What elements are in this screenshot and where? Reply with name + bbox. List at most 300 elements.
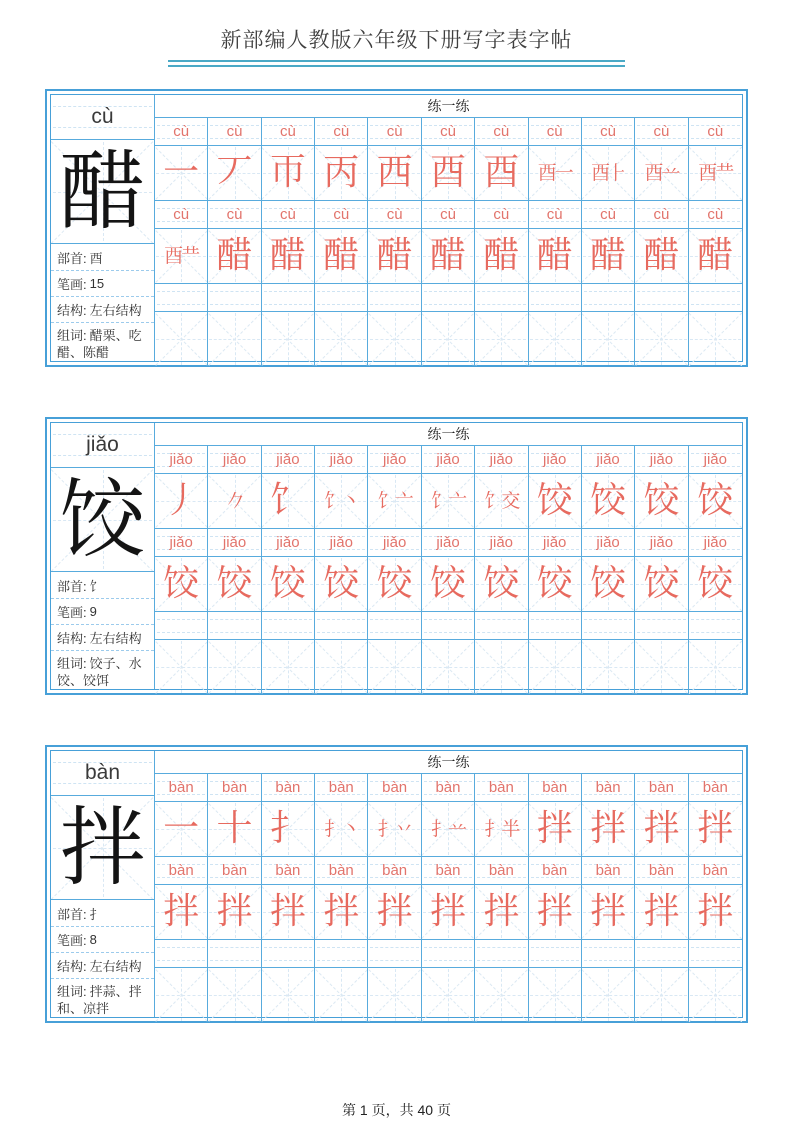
practice-pinyin-cell bbox=[475, 857, 528, 884]
practice-pinyin-cell bbox=[529, 857, 582, 884]
practice-stroke-glyph: 拌 bbox=[163, 891, 200, 932]
radical-row bbox=[51, 900, 154, 926]
practice-pinyin-text: bàn bbox=[702, 862, 728, 879]
practice-pinyin-cell bbox=[368, 529, 421, 556]
practice-pinyin-text: jiǎo bbox=[222, 534, 247, 551]
practice-pinyin-cell bbox=[689, 529, 742, 556]
radical-value: 饣 bbox=[89, 578, 103, 594]
practice-pinyin-cell bbox=[635, 201, 688, 228]
practice-char-cell bbox=[635, 229, 688, 283]
practice-stroke-glyph: 饣亠 bbox=[430, 489, 465, 512]
structure-row bbox=[51, 624, 154, 650]
practice-pinyin-cell bbox=[368, 201, 421, 228]
pinyin-guide-line bbox=[210, 947, 258, 948]
practice-stroke-glyph: 十 bbox=[216, 808, 253, 849]
words-label: 组词: bbox=[57, 656, 87, 671]
practice-row-chars bbox=[155, 802, 742, 857]
strokes-label: 笔画: bbox=[57, 277, 87, 292]
words-value: 醋栗、吃醋、陈醋 bbox=[57, 328, 142, 360]
pinyin-guide-line bbox=[317, 291, 365, 292]
practice-pinyin-cell bbox=[262, 529, 315, 556]
practice-char-cell bbox=[208, 802, 261, 856]
practice-pinyin-text: jiǎo bbox=[382, 534, 407, 551]
pinyin-guide-line bbox=[424, 619, 472, 620]
practice-pinyin-cell bbox=[368, 284, 421, 311]
practice-pinyin-cell bbox=[475, 774, 528, 801]
practice-pinyin-cell bbox=[262, 284, 315, 311]
practice-stroke-glyph: 拌 bbox=[216, 891, 253, 932]
strokes-row bbox=[51, 270, 154, 296]
pinyin-guide-line bbox=[264, 291, 312, 292]
practice-char-cell bbox=[208, 640, 261, 694]
practice-pinyin-text: cù bbox=[279, 206, 296, 223]
practice-char-cell bbox=[529, 802, 582, 856]
structure-label: 结构: bbox=[57, 959, 87, 974]
practice-char-cell bbox=[208, 885, 261, 939]
strokes-row bbox=[51, 598, 154, 624]
practice-stroke-glyph: 丆 bbox=[216, 152, 253, 193]
practice-char-cell bbox=[475, 557, 528, 611]
card-jiao-left-column bbox=[51, 423, 155, 689]
practice-char-cell bbox=[422, 557, 475, 611]
pinyin-guide-line bbox=[584, 632, 632, 633]
practice-pinyin-text: cù bbox=[440, 206, 456, 223]
practice-row-chars bbox=[155, 968, 742, 1022]
practice-pinyin-cell bbox=[635, 118, 688, 145]
practice-pinyin-text: cù bbox=[386, 123, 403, 140]
practice-pinyin-cell bbox=[689, 774, 742, 801]
pinyin-guide-line bbox=[531, 632, 579, 633]
practice-stroke-glyph: 拌 bbox=[643, 891, 680, 932]
practice-stroke-glyph: 拌 bbox=[590, 808, 627, 849]
practice-char-cell bbox=[208, 146, 261, 200]
practice-char-cell bbox=[368, 229, 421, 283]
practice-row-chars bbox=[155, 640, 742, 694]
practice-char-cell bbox=[155, 885, 208, 939]
strokes-label: 笔画: bbox=[57, 933, 87, 948]
practice-pinyin-text: cù bbox=[546, 206, 563, 223]
practice-stroke-glyph: 酉䒑 bbox=[644, 161, 679, 184]
practice-pinyin-text: bàn bbox=[328, 862, 354, 879]
practice-char-cell bbox=[368, 802, 421, 856]
practice-header: 练一练 bbox=[155, 423, 742, 446]
pinyin-guide-line bbox=[691, 291, 740, 292]
pinyin-guide-line bbox=[691, 947, 740, 948]
practice-pinyin-cell bbox=[155, 529, 208, 556]
practice-char-cell bbox=[689, 312, 742, 366]
practice-stroke-glyph: 酉⺊ bbox=[591, 161, 626, 184]
pinyin-guide-line bbox=[317, 304, 365, 305]
practice-pinyin-text: bàn bbox=[222, 779, 248, 796]
pinyin-guide-line bbox=[424, 304, 472, 305]
practice-pinyin-text: jiǎo bbox=[489, 451, 514, 468]
practice-pinyin-text: cù bbox=[226, 123, 243, 140]
practice-row-pinyin bbox=[155, 612, 742, 640]
structure-label: 结构: bbox=[57, 303, 87, 318]
main-character-box bbox=[51, 468, 154, 572]
practice-pinyin-text: bàn bbox=[648, 779, 674, 796]
radical-label: 部首: bbox=[57, 906, 87, 922]
pinyin-guide-line bbox=[157, 619, 205, 620]
practice-pinyin-cell bbox=[475, 940, 528, 967]
practice-pinyin-cell bbox=[208, 201, 261, 228]
practice-pinyin-cell bbox=[155, 446, 208, 473]
practice-stroke-glyph: 饣丶 bbox=[324, 489, 359, 512]
practice-pinyin-text: jiǎo bbox=[276, 534, 300, 551]
practice-char-cell bbox=[155, 640, 208, 694]
practice-pinyin-cell bbox=[582, 529, 635, 556]
practice-pinyin-cell bbox=[208, 774, 261, 801]
practice-pinyin-text: cù bbox=[493, 123, 510, 140]
practice-char-cell bbox=[689, 229, 742, 283]
practice-pinyin-cell bbox=[689, 446, 742, 473]
practice-area bbox=[155, 423, 742, 689]
practice-char-cell bbox=[635, 968, 688, 1022]
practice-pinyin-cell bbox=[689, 284, 742, 311]
practice-row-chars bbox=[155, 312, 742, 366]
practice-pinyin-text: jiǎo bbox=[649, 451, 674, 468]
practice-char-cell bbox=[582, 885, 635, 939]
pinyin-guide-line bbox=[477, 960, 525, 961]
practice-pinyin-text: bàn bbox=[382, 779, 408, 796]
practice-pinyin-cell bbox=[529, 446, 582, 473]
practice-pinyin-cell bbox=[422, 446, 475, 473]
pinyin-guide-line bbox=[157, 947, 205, 948]
practice-char-cell bbox=[475, 146, 528, 200]
practice-char-cell bbox=[368, 968, 421, 1022]
practice-pinyin-cell bbox=[529, 284, 582, 311]
practice-char-cell bbox=[475, 640, 528, 694]
practice-pinyin-cell bbox=[208, 118, 261, 145]
practice-stroke-glyph: 饺 bbox=[590, 480, 627, 521]
pinyin-guide-line bbox=[210, 632, 258, 633]
pinyin-guide-line bbox=[264, 960, 312, 961]
practice-pinyin-cell bbox=[689, 118, 742, 145]
practice-stroke-glyph: 扌 bbox=[269, 808, 306, 849]
practice-pinyin-cell bbox=[582, 201, 635, 228]
words-value: 饺子、水饺、饺饵 bbox=[57, 656, 142, 688]
practice-pinyin-text: bàn bbox=[275, 862, 301, 879]
practice-char-cell bbox=[262, 229, 315, 283]
main-character: 饺 bbox=[59, 469, 146, 570]
practice-pinyin-cell bbox=[475, 284, 528, 311]
practice-stroke-glyph: 𠂊 bbox=[226, 489, 244, 512]
practice-pinyin-text: bàn bbox=[168, 779, 194, 796]
practice-char-cell bbox=[155, 312, 208, 366]
practice-stroke-glyph: 拌 bbox=[536, 891, 573, 932]
practice-char-cell bbox=[422, 474, 475, 528]
practice-pinyin-text: jiǎo bbox=[543, 534, 567, 551]
pinyin-guide-line bbox=[424, 632, 472, 633]
pinyin-guide-line bbox=[210, 619, 258, 620]
practice-pinyin-text: cù bbox=[440, 123, 456, 140]
practice-char-cell bbox=[475, 968, 528, 1022]
practice-char-cell bbox=[155, 557, 208, 611]
practice-stroke-glyph: 饺 bbox=[216, 563, 253, 604]
radical-row bbox=[51, 572, 154, 598]
practice-pinyin-cell bbox=[155, 284, 208, 311]
practice-stroke-glyph: 饺 bbox=[590, 563, 627, 604]
pinyin-guide-line bbox=[370, 619, 418, 620]
practice-pinyin-text: cù bbox=[707, 206, 724, 223]
practice-char-cell bbox=[475, 229, 528, 283]
practice-pinyin-cell bbox=[315, 612, 368, 639]
practice-pinyin-cell bbox=[582, 284, 635, 311]
practice-pinyin-cell bbox=[262, 612, 315, 639]
practice-char-cell bbox=[208, 312, 261, 366]
practice-pinyin-text: bàn bbox=[542, 779, 568, 796]
practice-stroke-glyph: 帀 bbox=[269, 152, 306, 193]
practice-char-cell bbox=[208, 474, 261, 528]
practice-char-cell bbox=[635, 146, 688, 200]
practice-char-cell bbox=[475, 474, 528, 528]
practice-stroke-glyph: 拌 bbox=[697, 808, 734, 849]
words-row bbox=[51, 322, 154, 361]
practice-char-cell bbox=[422, 229, 475, 283]
practice-pinyin-cell bbox=[475, 529, 528, 556]
practice-pinyin-text: jiǎo bbox=[329, 451, 353, 468]
practice-pinyin-text: jiǎo bbox=[489, 534, 514, 551]
main-character-box bbox=[51, 796, 154, 900]
practice-row-pinyin bbox=[155, 446, 742, 474]
practice-pinyin-cell bbox=[422, 774, 475, 801]
practice-stroke-glyph: 饺 bbox=[643, 480, 680, 521]
practice-pinyin-text: cù bbox=[546, 123, 563, 140]
pinyin-guide-line bbox=[531, 960, 579, 961]
practice-pinyin-cell bbox=[582, 612, 635, 639]
pinyin-box bbox=[51, 423, 154, 468]
practice-char-cell bbox=[422, 885, 475, 939]
structure-row bbox=[51, 952, 154, 978]
practice-char-cell bbox=[582, 229, 635, 283]
practice-char-cell bbox=[529, 640, 582, 694]
practice-pinyin-cell bbox=[689, 940, 742, 967]
practice-pinyin-text: jiǎo bbox=[543, 451, 567, 468]
practice-pinyin-cell bbox=[368, 118, 421, 145]
pinyin-guide-line bbox=[370, 291, 418, 292]
practice-char-cell bbox=[422, 146, 475, 200]
practice-pinyin-cell bbox=[422, 857, 475, 884]
practice-pinyin-cell bbox=[635, 446, 688, 473]
practice-pinyin-cell bbox=[582, 446, 635, 473]
practice-area bbox=[155, 751, 742, 1017]
pinyin-guide-line bbox=[424, 291, 472, 292]
practice-stroke-glyph: 酉 bbox=[483, 152, 520, 193]
practice-char-cell bbox=[262, 885, 315, 939]
pinyin-guide-line bbox=[157, 632, 205, 633]
practice-char-cell bbox=[155, 146, 208, 200]
practice-row-chars bbox=[155, 474, 742, 529]
practice-stroke-glyph: 饣亠 bbox=[377, 489, 412, 512]
practice-char-cell bbox=[422, 802, 475, 856]
practice-stroke-glyph: 酉 bbox=[429, 152, 466, 193]
practice-char-cell bbox=[262, 968, 315, 1022]
pinyin-guide-line bbox=[370, 632, 418, 633]
pinyin-guide-line bbox=[210, 304, 258, 305]
pinyin-guide-line bbox=[264, 947, 312, 948]
practice-pinyin-text: cù bbox=[226, 206, 243, 223]
practice-pinyin-text: jiǎo bbox=[329, 534, 353, 551]
practice-pinyin-cell bbox=[529, 612, 582, 639]
practice-pinyin-cell bbox=[475, 446, 528, 473]
practice-stroke-glyph: 饺 bbox=[323, 563, 360, 604]
practice-char-cell bbox=[689, 968, 742, 1022]
pinyin-guide-line bbox=[370, 947, 418, 948]
practice-pinyin-cell bbox=[208, 529, 261, 556]
pinyin-guide-line bbox=[637, 947, 685, 948]
pinyin-guide-line bbox=[424, 960, 472, 961]
practice-stroke-glyph: 丙 bbox=[323, 152, 360, 193]
practice-char-cell bbox=[529, 885, 582, 939]
practice-stroke-glyph: 饺 bbox=[483, 563, 520, 604]
practice-stroke-glyph: 一 bbox=[163, 808, 200, 849]
practice-pinyin-cell bbox=[262, 201, 315, 228]
practice-char-cell bbox=[155, 802, 208, 856]
practice-stroke-glyph: 醋 bbox=[376, 235, 413, 276]
card-cu-left-column bbox=[51, 95, 155, 361]
practice-char-cell bbox=[582, 312, 635, 366]
practice-pinyin-text: jiǎo bbox=[222, 451, 247, 468]
practice-stroke-glyph: 醋 bbox=[323, 235, 360, 276]
practice-stroke-glyph: 丿 bbox=[163, 480, 200, 521]
pinyin-guide-line bbox=[637, 632, 685, 633]
practice-pinyin-text: bàn bbox=[328, 779, 354, 796]
practice-pinyin-cell bbox=[208, 284, 261, 311]
radical-value: 酉 bbox=[89, 250, 103, 266]
practice-header: 练一练 bbox=[155, 95, 742, 118]
words-label: 组词: bbox=[57, 984, 87, 999]
practice-stroke-glyph: 饺 bbox=[536, 480, 573, 521]
practice-stroke-glyph: 拌 bbox=[590, 891, 627, 932]
main-character: 醋 bbox=[59, 141, 146, 242]
practice-char-cell bbox=[315, 802, 368, 856]
practice-pinyin-cell bbox=[635, 284, 688, 311]
pinyin-guide-line bbox=[210, 291, 258, 292]
practice-char-cell bbox=[475, 802, 528, 856]
pinyin-guide-line bbox=[370, 960, 418, 961]
practice-pinyin-text: jiǎo bbox=[596, 534, 620, 551]
practice-pinyin-text: jiǎo bbox=[382, 451, 407, 468]
pinyin-guide-line bbox=[637, 304, 685, 305]
practice-pinyin-text: bàn bbox=[648, 862, 674, 879]
practice-pinyin-text: jiǎo bbox=[436, 451, 460, 468]
card-cu-inner bbox=[50, 94, 743, 362]
practice-pinyin-cell bbox=[208, 940, 261, 967]
practice-pinyin-text: cù bbox=[600, 206, 616, 223]
practice-pinyin-cell bbox=[422, 284, 475, 311]
practice-stroke-glyph: 拌 bbox=[697, 891, 734, 932]
practice-stroke-glyph: 拌 bbox=[429, 891, 466, 932]
practice-char-cell bbox=[155, 968, 208, 1022]
practice-char-cell bbox=[635, 474, 688, 528]
practice-pinyin-text: bàn bbox=[488, 779, 514, 796]
pinyin-label: jiǎo bbox=[86, 433, 119, 456]
words-row bbox=[51, 978, 154, 1017]
practice-area bbox=[155, 95, 742, 361]
practice-char-cell bbox=[582, 146, 635, 200]
practice-stroke-glyph: 拌 bbox=[376, 891, 413, 932]
practice-pinyin-text: bàn bbox=[542, 862, 568, 879]
practice-stroke-glyph: 醋 bbox=[536, 235, 573, 276]
structure-row bbox=[51, 296, 154, 322]
practice-char-cell bbox=[262, 474, 315, 528]
practice-stroke-glyph: 醋 bbox=[643, 235, 680, 276]
pinyin-guide-line bbox=[691, 304, 740, 305]
practice-char-cell bbox=[689, 474, 742, 528]
practice-char-cell bbox=[422, 312, 475, 366]
strokes-value: 9 bbox=[89, 604, 97, 619]
practice-char-cell bbox=[262, 312, 315, 366]
pinyin-guide-line bbox=[157, 304, 205, 305]
practice-pinyin-text: bàn bbox=[382, 862, 408, 879]
practice-pinyin-text: cù bbox=[279, 123, 296, 140]
practice-char-cell bbox=[635, 312, 688, 366]
practice-char-cell bbox=[529, 557, 582, 611]
practice-row-pinyin bbox=[155, 774, 742, 802]
pinyin-box bbox=[51, 751, 154, 796]
pinyin-guide-line bbox=[477, 632, 525, 633]
practice-pinyin-text: jiǎo bbox=[649, 534, 674, 551]
practice-pinyin-cell bbox=[208, 857, 261, 884]
pinyin-guide-line bbox=[531, 304, 579, 305]
practice-row-pinyin bbox=[155, 284, 742, 312]
practice-pinyin-text: bàn bbox=[168, 862, 194, 879]
words-value: 拌蒜、拌和、凉拌 bbox=[57, 984, 142, 1016]
practice-pinyin-cell bbox=[529, 940, 582, 967]
pinyin-box bbox=[51, 95, 154, 140]
practice-char-cell bbox=[368, 474, 421, 528]
pinyin-guide-line bbox=[637, 291, 685, 292]
practice-pinyin-cell bbox=[315, 774, 368, 801]
practice-pinyin-cell bbox=[529, 529, 582, 556]
pinyin-label: cù bbox=[91, 105, 114, 128]
practice-row-pinyin bbox=[155, 857, 742, 885]
practice-pinyin-text: bàn bbox=[595, 779, 621, 796]
main-character-box bbox=[51, 140, 154, 244]
practice-row-pinyin bbox=[155, 940, 742, 968]
pinyin-guide-line bbox=[531, 947, 579, 948]
practice-stroke-glyph: 饺 bbox=[643, 563, 680, 604]
practice-char-cell bbox=[208, 229, 261, 283]
practice-char-cell bbox=[315, 640, 368, 694]
practice-pinyin-text: jiǎo bbox=[596, 451, 620, 468]
practice-char-cell bbox=[689, 885, 742, 939]
radical-row bbox=[51, 244, 154, 270]
practice-pinyin-cell bbox=[475, 118, 528, 145]
practice-pinyin-text: jiǎo bbox=[169, 451, 193, 468]
practice-char-cell bbox=[529, 968, 582, 1022]
practice-pinyin-text: cù bbox=[600, 123, 616, 140]
pinyin-guide-line bbox=[424, 947, 472, 948]
practice-stroke-glyph: 饺 bbox=[376, 563, 413, 604]
practice-pinyin-cell bbox=[422, 201, 475, 228]
practice-pinyin-cell bbox=[208, 612, 261, 639]
practice-pinyin-cell bbox=[689, 201, 742, 228]
practice-row-chars bbox=[155, 557, 742, 612]
radical-value: 扌 bbox=[89, 906, 103, 922]
radical-label: 部首: bbox=[57, 578, 87, 594]
structure-label: 结构: bbox=[57, 631, 87, 646]
pinyin-guide-line bbox=[531, 619, 579, 620]
practice-char-cell bbox=[635, 640, 688, 694]
strokes-label: 笔画: bbox=[57, 605, 87, 620]
pinyin-guide-line bbox=[370, 304, 418, 305]
card-cu bbox=[45, 89, 748, 367]
pinyin-guide-line bbox=[157, 960, 205, 961]
practice-stroke-glyph: 拌 bbox=[536, 808, 573, 849]
practice-pinyin-cell bbox=[422, 940, 475, 967]
practice-pinyin-cell bbox=[262, 940, 315, 967]
